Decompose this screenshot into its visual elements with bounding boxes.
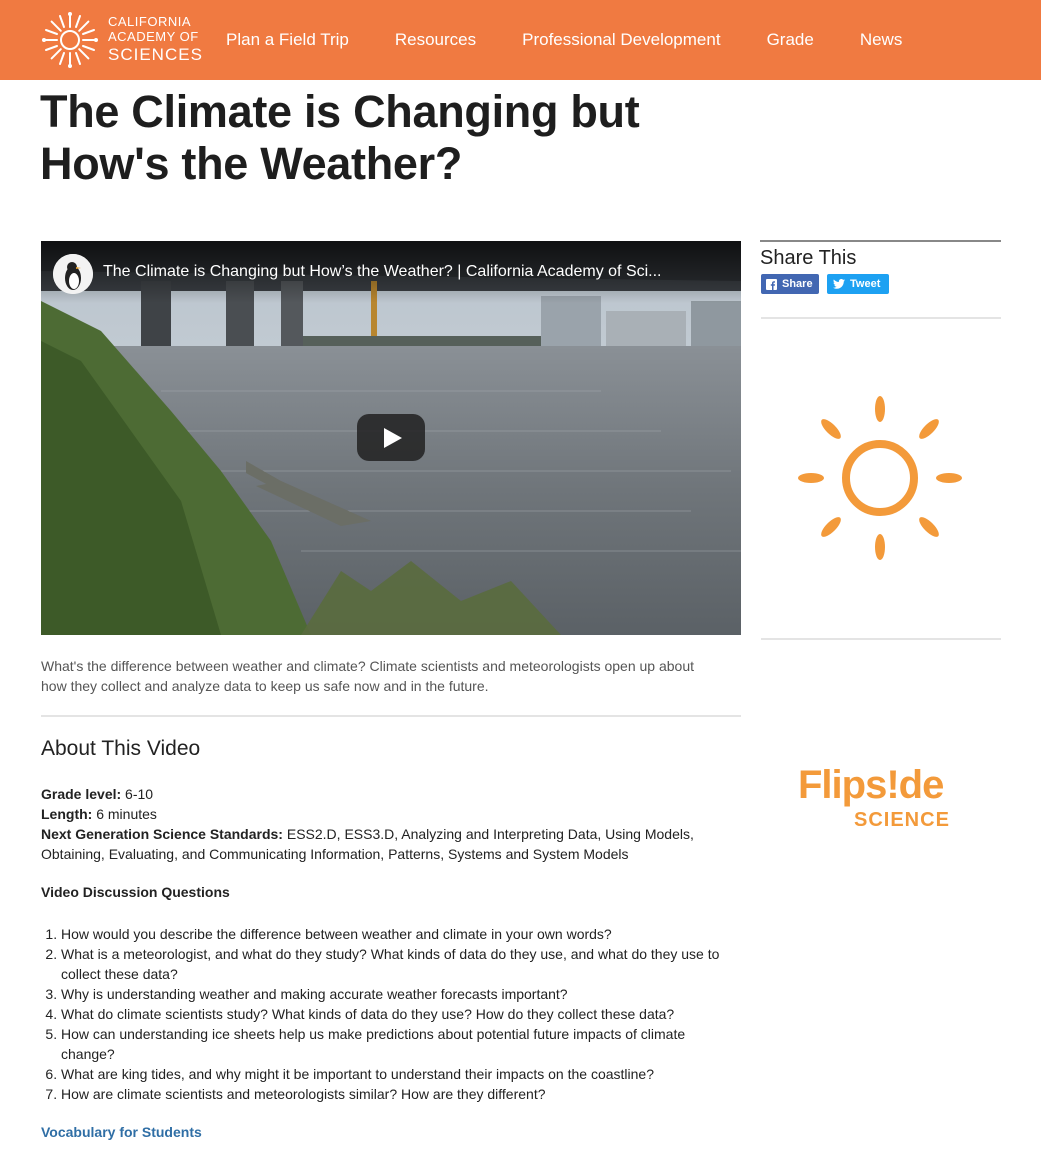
sunburst-logo-icon	[40, 10, 100, 70]
logo-line-2: ACADEMY OF	[108, 29, 199, 44]
question-item: 1. How would you describe the difference between weather and climate in your own words?	[61, 924, 741, 944]
nav-grade[interactable]: Grade	[766, 30, 814, 49]
question-item: 2. What is a meteorologist, and what do they study? What kinds of data do they use, and what do they use to collect these data?	[61, 944, 741, 984]
play-icon	[384, 428, 402, 448]
twitter-bird-icon	[833, 279, 845, 289]
length-label: Length:	[41, 806, 93, 822]
sidebar-divider	[761, 317, 1001, 319]
logo-line-3: SCIENCES	[108, 45, 203, 64]
question-item: 7. How are climate scientists and meteorologists similar? How are they different?	[61, 1084, 741, 1104]
page-title: The Climate is Changing but How's the Weather?	[40, 86, 640, 189]
ngss-label: Next Generation Science Standards:	[41, 826, 283, 842]
nav-resources[interactable]: Resources	[394, 30, 477, 49]
video-title[interactable]: The Climate is Changing but How’s the Weather? | California Academy of Sci...	[103, 263, 662, 280]
content-divider	[41, 715, 741, 717]
penguin-icon	[53, 254, 93, 294]
flipside-science-logo[interactable]	[798, 763, 968, 833]
discussion-questions-list	[41, 924, 741, 1104]
length-value: 6 minutes	[92, 806, 157, 822]
logo-line-1: CALIFORNIA	[108, 14, 192, 29]
tweet-button[interactable]	[827, 274, 889, 294]
grade-level-row	[41, 784, 741, 804]
video-title-bar	[41, 241, 741, 303]
site-header	[0, 0, 1041, 80]
video-details	[41, 784, 741, 864]
grade-level-label: Grade level:	[41, 786, 122, 802]
flipside-wordmark: Flips!de	[798, 763, 944, 807]
tweet-button-label: Tweet	[850, 278, 881, 290]
question-item: 5. How can understanding ice sheets help us make predictions about potential future impacts of climate change?	[61, 1024, 741, 1064]
share-panel	[760, 240, 1001, 290]
sun-icon	[795, 393, 965, 563]
share-button-label: Share	[782, 278, 813, 290]
logo-wordmark	[108, 15, 203, 63]
facebook-share-button[interactable]	[761, 274, 819, 294]
nav-news[interactable]: News	[859, 30, 903, 49]
nav-professional-development[interactable]: Professional Development	[522, 30, 721, 49]
flipside-subtitle: SCIENCE	[854, 809, 950, 831]
ngss-row	[41, 824, 741, 864]
question-item: 6. What are king tides, and why might it be important to understand their impacts on the coastline?	[61, 1064, 741, 1084]
main-nav	[226, 0, 902, 80]
about-heading: About This Video	[41, 737, 201, 760]
question-item: 3. Why is understanding weather and making accurate weather forecasts important?	[61, 984, 741, 1004]
question-item: 4. What do climate scientists study? What kinds of data do they use? How do they collect these data?	[61, 1004, 741, 1024]
channel-avatar[interactable]	[53, 254, 93, 294]
sidebar-divider	[761, 638, 1001, 640]
ngss-value: ESS2.D, ESS3.D, Analyzing and Interpreting Data, Using Models, Obtaining, Evaluating, and Communicating Information, Patterns, Systems and System Models	[41, 826, 694, 862]
vocabulary-link[interactable]: Vocabulary for Students	[41, 1124, 202, 1140]
video-player[interactable]	[41, 241, 741, 635]
play-button[interactable]	[357, 414, 425, 461]
length-row	[41, 804, 741, 824]
grade-level-value: 6-10	[121, 786, 154, 802]
share-heading: Share This	[760, 247, 857, 269]
facebook-icon	[766, 279, 777, 290]
discussion-questions-heading: Video Discussion Questions	[41, 884, 230, 900]
video-caption: What's the difference between weather and climate? Climate scientists and meteorologists open up about how they collect and analyze data to keep us safe now and in the future.	[41, 658, 695, 694]
nav-plan-field-trip[interactable]: Plan a Field Trip	[226, 30, 349, 49]
academy-logo[interactable]	[40, 10, 203, 70]
